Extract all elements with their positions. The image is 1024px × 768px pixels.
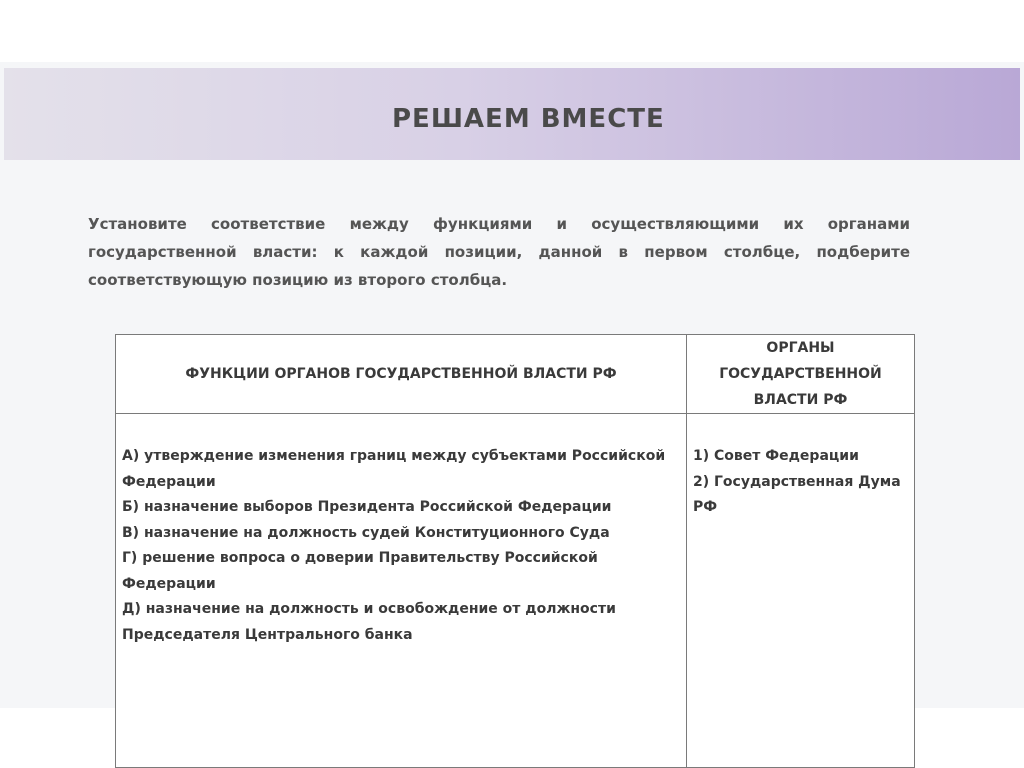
function-item-b: Б) назначение выборов Президента Российской Федерации bbox=[122, 499, 612, 515]
bodies-cell bbox=[687, 414, 915, 768]
function-item-v: В) назначение на должность судей Конституционного Суда bbox=[122, 524, 610, 541]
functions-cell bbox=[116, 414, 687, 768]
body-item-1: 1) Совет Федерации bbox=[693, 448, 859, 464]
function-item-a: А) утверждение изменения границ между субъектами Российской Федерации bbox=[122, 448, 666, 490]
slide-title: РЕШАЕМ ВМЕСТЕ bbox=[392, 104, 665, 134]
column-header-functions: ФУНКЦИИ ОРГАНОВ ГОСУДАРСТВЕННОЙ ВЛАСТИ РФ bbox=[116, 335, 687, 414]
table-body-row bbox=[116, 414, 915, 768]
task-instruction: Установите соответствие между функциями и осуществляющими их органами государственной власти: к каждой позиции, данной в первом столбце, подберите соответствующую позицию из второго столбца. bbox=[88, 215, 910, 289]
column-header-bodies: ОРГАНЫ ГОСУДАРСТВЕННОЙ ВЛАСТИ РФ bbox=[687, 335, 915, 414]
function-item-g: Г) решение вопроса о доверии Правительству Российской Федерации bbox=[122, 550, 598, 592]
slide bbox=[0, 62, 1024, 708]
body-item-2: 2) Государственная Дума РФ bbox=[693, 473, 901, 515]
function-item-d: Д) назначение на должность и освобождение от должности Председателя Центрального банка bbox=[122, 601, 616, 643]
table-header-row bbox=[116, 335, 915, 414]
matching-table bbox=[115, 334, 915, 768]
header-band bbox=[4, 68, 1020, 160]
